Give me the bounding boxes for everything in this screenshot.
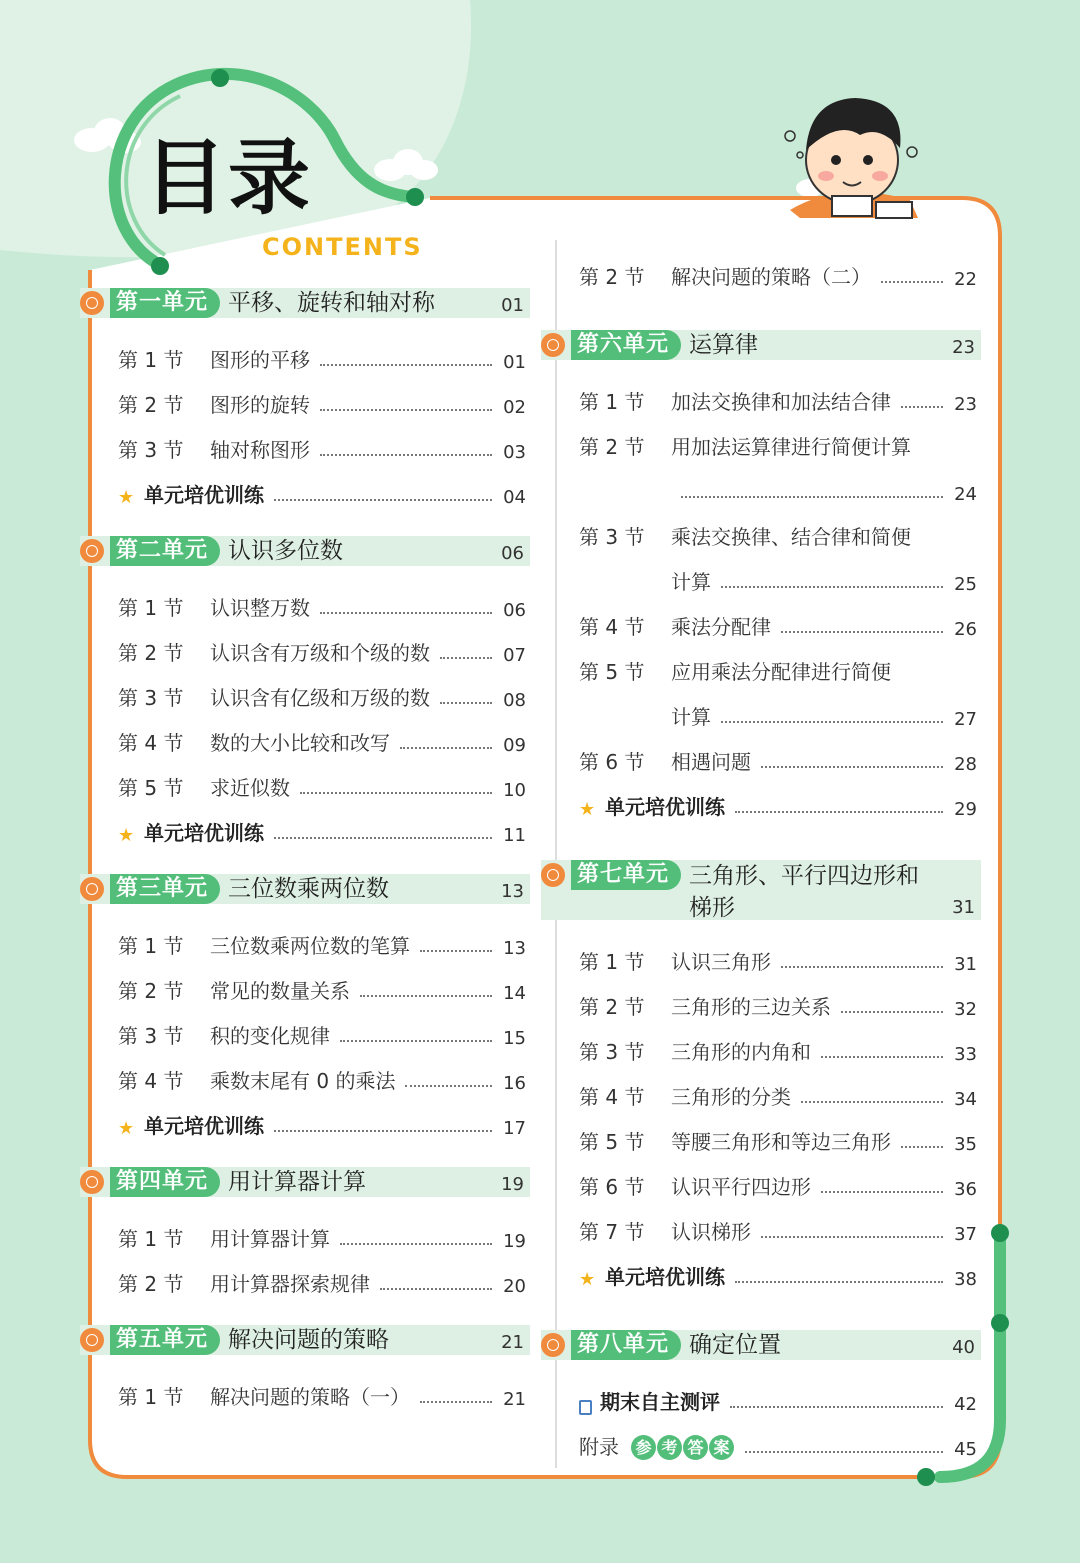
toc-entry[interactable] [80,576,530,621]
toc-entry[interactable] [80,711,530,756]
badge-char: 案 [709,1435,734,1460]
toc-entry[interactable] [80,1207,530,1252]
page-subtitle: CONTENTS [262,233,423,261]
section-name: 常见的数量关系 [210,979,350,1003]
section-number: 第 2 节 [579,435,645,459]
leader-dots [320,612,492,614]
section-name: 单元培优训练 [144,821,264,845]
section-number: 第 2 节 [579,995,645,1019]
section-page: 16 [503,1073,526,1094]
toc-entry-training[interactable] [80,801,530,846]
section-number: 第 3 节 [118,686,184,710]
section-number: 第 2 节 [118,979,184,1003]
section-number: 第 4 节 [579,1085,645,1109]
unit-title: 运算律 [689,332,759,358]
toc-entry[interactable] [541,1155,981,1200]
unit-tag: 第五单元 [110,1325,220,1355]
toc-entry-final-exam[interactable] [541,1370,981,1415]
unit-page: 06 [501,543,524,564]
leader-dots [735,811,943,813]
toc-entry[interactable] [541,1020,981,1065]
leader-dots [340,1243,492,1245]
section-name: 三角形的分类 [671,1085,791,1109]
section-name: 认识含有亿级和万级的数 [210,686,430,710]
leader-dots [320,409,492,411]
leader-dots [300,792,492,794]
section-name: 用计算器探索规律 [210,1272,370,1296]
unit-header[interactable] [541,1330,981,1360]
unit-tag: 第八单元 [571,1330,681,1360]
leader-dots [735,1281,943,1283]
section-page: 33 [954,1044,977,1065]
toc-entry[interactable] [541,245,981,290]
leader-dots [730,1406,943,1408]
toc-entry[interactable] [541,370,981,415]
leader-dots [405,1085,492,1087]
unit-header[interactable] [541,860,981,920]
leader-dots [274,1130,492,1132]
unit-header[interactable] [80,536,530,566]
unit-title: 三位数乘两位数 [228,876,390,902]
section-name: 加法交换律和加法结合律 [671,390,891,414]
leader-dots [440,702,492,704]
leader-dots [340,1040,492,1042]
section-page: 31 [954,954,977,975]
section-name: 单元培优训练 [144,1114,264,1138]
section-number: 第 5 节 [118,776,184,800]
unit-tag: 第七单元 [571,860,681,890]
unit-header[interactable] [80,874,530,904]
toc-entry-continued[interactable] [541,460,981,505]
section-page: 26 [954,619,977,640]
unit-header[interactable] [80,288,530,318]
bullet-icon [80,291,104,315]
section-number: 第 2 节 [118,393,184,417]
unit-title: 平移、旋转和轴对称 [228,290,436,316]
star-icon: ★ [118,1118,135,1139]
unit-header[interactable] [80,1167,530,1197]
section-name: 数的大小比较和改写 [210,731,390,755]
section-number: 第 6 节 [579,750,645,774]
toc-entry[interactable] [541,505,981,550]
section-page: 35 [954,1134,977,1155]
leader-dots [320,454,492,456]
unit-title: 确定位置 [689,1332,782,1358]
toc-entry[interactable] [80,1252,530,1297]
toc-entry-training[interactable] [80,1094,530,1139]
toc-entry[interactable] [80,1004,530,1049]
unit-tag: 第一单元 [110,288,220,318]
leader-dots [360,995,492,997]
section-number: 第 7 节 [579,1220,645,1244]
leader-dots [274,499,492,501]
unit-tag: 第四单元 [110,1167,220,1197]
section-number: 第 4 节 [118,1069,184,1093]
section-name: 求近似数 [210,776,290,800]
leader-dots [901,406,943,408]
toc-entry[interactable] [80,756,530,801]
badge-char: 答 [683,1435,708,1460]
section-name: 应用乘法分配律进行简便 [671,660,891,684]
unit-title: 三角形、平行四边形和梯形 [689,863,920,921]
leader-dots [901,1146,943,1148]
section-page: 17 [503,1118,526,1139]
section-number: 第 6 节 [579,1175,645,1199]
section-page: 25 [954,574,977,595]
section-name: 计算 [671,570,711,594]
leader-dots [761,766,943,768]
star-icon: ★ [118,825,135,846]
star-icon: ★ [118,487,135,508]
bullet-icon [541,333,565,357]
toc-entry[interactable] [80,373,530,418]
section-page: 28 [954,754,977,775]
leader-dots [420,1401,492,1403]
section-number: 第 5 节 [579,1130,645,1154]
appendix-label: 附录 [579,1435,619,1459]
section-number: 第 1 节 [118,348,184,372]
section-page: 14 [503,983,526,1004]
section-page: 37 [954,1224,977,1245]
badge-char: 参 [631,1435,656,1460]
leader-dots [821,1191,943,1193]
bullet-icon [541,1333,565,1357]
section-page: 34 [954,1089,977,1110]
unit-page: 21 [501,1332,524,1353]
toc-entry[interactable] [541,975,981,1020]
leader-dots [841,1011,943,1013]
section-number: 第 2 节 [118,641,184,665]
leader-dots [440,657,492,659]
section-name: 图形的旋转 [210,393,310,417]
toc-entry[interactable] [80,914,530,959]
toc-entry[interactable] [80,328,530,373]
section-page: 21 [503,1389,526,1410]
toc-entry[interactable] [541,640,981,685]
section-name: 认识含有万级和个级的数 [210,641,430,665]
section-name: 三位数乘两位数的笔算 [210,934,410,958]
toc-entry-appendix[interactable] [541,1415,981,1460]
leader-dots [681,496,943,498]
unit-header[interactable] [80,1325,530,1355]
section-name: 计算 [671,705,711,729]
unit-header[interactable] [541,330,981,360]
section-name: 认识整万数 [210,596,310,620]
section-page: 45 [954,1439,977,1460]
leader-dots [420,950,492,952]
unit-title: 解决问题的策略 [228,1327,390,1353]
leader-dots [400,747,492,749]
toc-entry-continued[interactable] [541,550,981,595]
section-name: 图形的平移 [210,348,310,372]
section-name: 单元培优训练 [605,1265,725,1289]
leader-dots [761,1236,943,1238]
section-page: 04 [503,487,526,508]
star-icon: ★ [579,799,596,820]
section-name: 三角形的内角和 [671,1040,811,1064]
star-icon: ★ [579,1269,596,1290]
toc-entry-training[interactable] [541,775,981,820]
section-number: 第 4 节 [118,731,184,755]
section-page: 03 [503,442,526,463]
toc-entry-training[interactable] [80,463,530,508]
section-name: 认识三角形 [671,950,771,974]
section-number: 第 1 节 [579,950,645,974]
toc-entry-training[interactable] [541,1245,981,1290]
leader-dots [745,1451,943,1453]
unit-page: 13 [501,881,524,902]
toc-entry[interactable] [541,930,981,975]
toc-entry[interactable] [80,621,530,666]
section-page: 15 [503,1028,526,1049]
section-page: 19 [503,1231,526,1252]
section-page: 10 [503,780,526,801]
section-page: 27 [954,709,977,730]
section-name: 相遇问题 [671,750,751,774]
toc-entry[interactable] [80,418,530,463]
toc-entry[interactable] [541,730,981,775]
page-title: 目录 [144,131,313,226]
leader-dots [821,1056,943,1058]
section-name: 认识梯形 [671,1220,751,1244]
toc-entry[interactable] [541,415,981,460]
leader-dots [781,966,943,968]
section-page: 09 [503,735,526,756]
unit-page: 19 [501,1174,524,1195]
toc-entry[interactable] [541,1200,981,1245]
section-number: 第 3 节 [118,1024,184,1048]
section-name: 乘数末尾有 0 的乘法 [210,1069,396,1093]
unit-page: 31 [952,897,975,918]
section-name: 用加法运算律进行简便计算 [671,435,911,459]
section-name: 积的变化规律 [210,1024,330,1048]
section-name: 轴对称图形 [210,438,310,462]
section-page: 08 [503,690,526,711]
section-number: 第 4 节 [579,615,645,639]
section-name: 解决问题的策略（二） [671,265,871,289]
section-name: 三角形的三边关系 [671,995,831,1019]
unit-page: 23 [952,337,975,358]
section-page: 11 [503,825,526,846]
section-number: 第 5 节 [579,660,645,684]
bullet-icon [80,1170,104,1194]
section-number: 第 1 节 [118,1385,184,1409]
section-name: 乘法分配律 [671,615,771,639]
section-page: 42 [954,1394,977,1415]
section-page: 24 [954,484,977,505]
section-number: 第 1 节 [579,390,645,414]
section-name: 用计算器计算 [210,1227,330,1251]
unit-title: 认识多位数 [228,538,344,564]
exam-icon [579,1400,592,1415]
section-page: 20 [503,1276,526,1297]
toc-entry[interactable] [541,595,981,640]
unit-tag: 第六单元 [571,330,681,360]
section-number: 第 2 节 [118,1272,184,1296]
unit-tag: 第二单元 [110,536,220,566]
section-name: 认识平行四边形 [671,1175,811,1199]
leader-dots [380,1288,492,1290]
leader-dots [781,631,943,633]
unit-tag: 第三单元 [110,874,220,904]
leader-dots [320,364,492,366]
section-page: 29 [954,799,977,820]
section-number: 第 2 节 [579,265,645,289]
section-page: 36 [954,1179,977,1200]
toc-entry[interactable] [80,1049,530,1094]
section-name: 解决问题的策略（一） [210,1385,410,1409]
bullet-icon [541,863,565,887]
section-page: 02 [503,397,526,418]
section-name: 单元培优训练 [605,795,725,819]
toc-entry[interactable] [80,666,530,711]
toc-right-column [541,245,981,1460]
section-page: 01 [503,352,526,373]
leader-dots [721,721,943,723]
badge-char: 考 [657,1435,682,1460]
section-page: 32 [954,999,977,1020]
bullet-icon [80,1328,104,1352]
section-number: 第 1 节 [118,1227,184,1251]
leader-dots [801,1101,943,1103]
toc-entry[interactable] [80,959,530,1004]
section-number: 第 3 节 [579,1040,645,1064]
section-number: 第 3 节 [118,438,184,462]
section-page: 13 [503,938,526,959]
section-page: 38 [954,1269,977,1290]
section-number: 第 1 节 [118,596,184,620]
toc-left-column [80,288,530,1410]
toc-entry[interactable] [80,1365,530,1410]
leader-dots [881,281,943,283]
section-name: 乘法交换律、结合律和简便 [671,525,911,549]
unit-page: 01 [501,295,524,316]
section-page: 23 [954,394,977,415]
answer-key-badges [631,1435,735,1460]
unit-page: 40 [952,1337,975,1358]
toc-entry-continued[interactable] [541,685,981,730]
bullet-icon [80,877,104,901]
toc-entry[interactable] [541,1110,981,1155]
leader-dots [274,837,492,839]
section-number: 第 3 节 [579,525,645,549]
leader-dots [721,586,943,588]
section-page: 22 [954,269,977,290]
section-name: 单元培优训练 [144,483,264,507]
toc-entry[interactable] [541,1065,981,1110]
section-page: 06 [503,600,526,621]
section-page: 07 [503,645,526,666]
section-name: 期末自主测评 [600,1390,720,1414]
bullet-icon [80,539,104,563]
section-number: 第 1 节 [118,934,184,958]
unit-title: 用计算器计算 [228,1169,367,1195]
section-name: 等腰三角形和等边三角形 [671,1130,891,1154]
